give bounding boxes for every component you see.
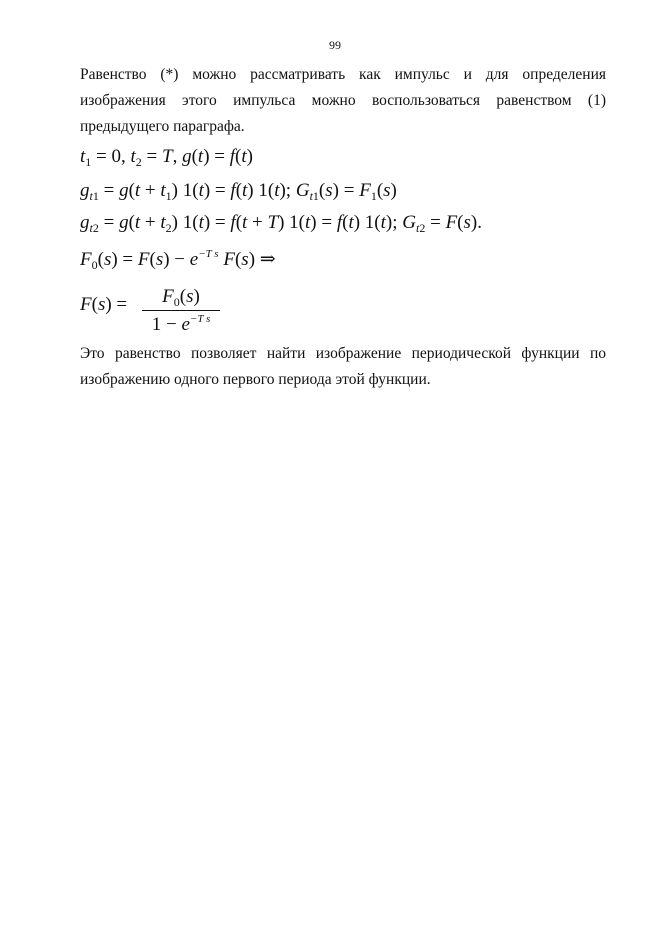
fraction-denominator: $1 - e^{-T s}$ <box>151 313 211 335</box>
equation-2: $g_{t1} = g(t + t_1) 1(t) = f(t)$ 1(t); $G_{t1}(s) = F_1(s)$ <box>80 180 397 203</box>
fraction-bar <box>142 310 220 311</box>
fraction-lhs: F(s) = <box>80 294 128 315</box>
paragraph-conclusion: Это равенство позволяет найти изображение периодической функции по изображению одного первого периода этой функции. <box>80 345 606 388</box>
fraction <box>142 286 220 336</box>
fraction-numerator: $F_0(s)$ <box>162 286 200 309</box>
paragraph-intro: Равенство (*) можно рассматривать как импульс и для определения изображения этого импульса можно воспользоваться равенством (1) предыдущего параграфа. <box>80 66 606 135</box>
equation-1: $t_1 = 0$, $t_2 = T$, g(t) = f(t) <box>80 146 253 169</box>
equation-4: $F_0(s) = F(s) - e^{-T s}$ F(s) ⇒ <box>80 248 276 272</box>
equation-3: $g_{t2} = g(t + t_2) 1(t) = f(t + T) 1(t) = f(t)$ 1(t); $G_{t2} = F(s)$. <box>80 212 482 235</box>
page-number: 99 <box>329 38 341 52</box>
